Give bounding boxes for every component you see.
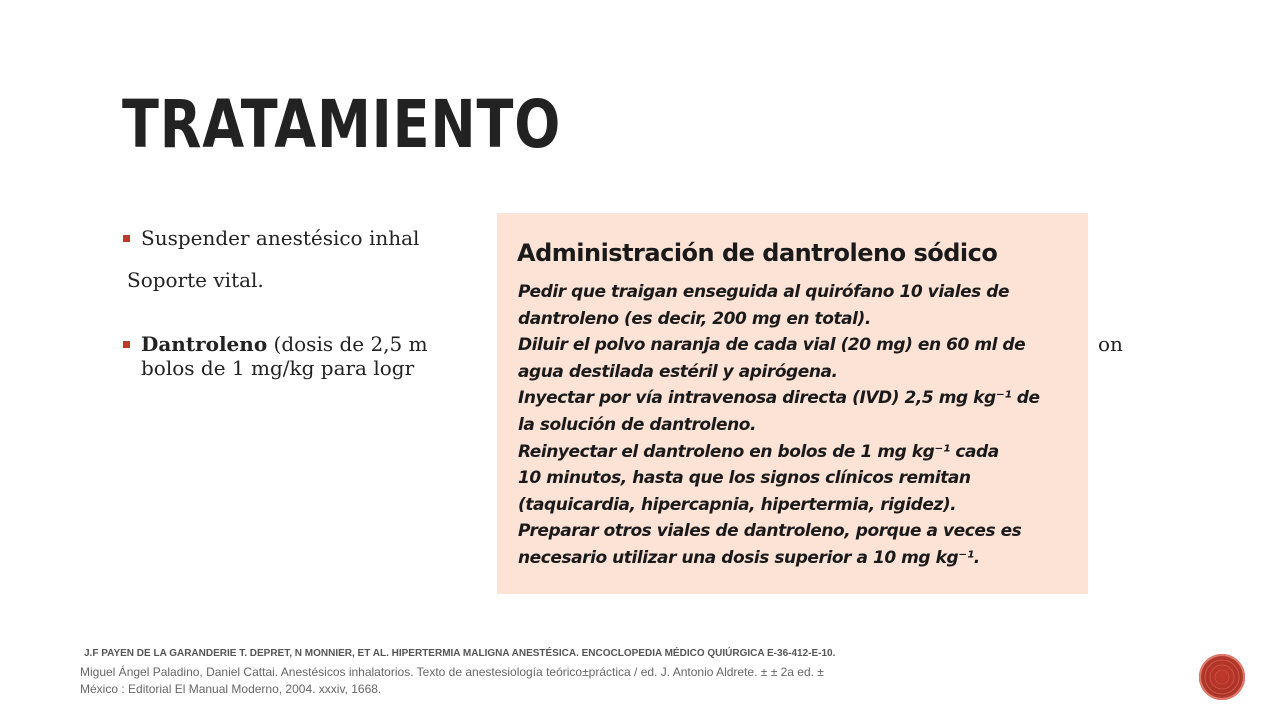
reference-1: J.F PAYEN DE LA GARANDERIE T. DEPRET, N MONNIER, ET AL. HIPERTERMIA MALIGNA ANESTÉSICA. ENCOCLOPEDIA MÉDICO QUIÚRGICA E-36-412-E-10. bbox=[84, 648, 836, 659]
references bbox=[80, 646, 1070, 698]
reference-2-line-2: México : Editorial El Manual Moderno, 2004. xxxiv, 1668. bbox=[80, 682, 382, 696]
info-line: Reinyectar el dantroleno en bolos de 1 mg kg⁻¹ cada bbox=[518, 441, 999, 462]
info-box-title: Administración de dantroleno sódico bbox=[517, 239, 998, 267]
theme-logo-icon bbox=[1199, 654, 1245, 700]
reference-2 bbox=[80, 664, 1070, 698]
square-bullet-icon bbox=[123, 341, 130, 348]
info-line: 10 minutos, hasta que los signos clínicos remitan bbox=[518, 468, 971, 489]
bullet-text-dantroleno-bold: Dantroleno bbox=[141, 332, 268, 356]
logo-swirl-icon bbox=[1199, 654, 1245, 700]
info-line: Preparar otros viales de dantroleno, porque a veces es bbox=[518, 521, 1022, 542]
info-line: agua destilada estéril y apirógena. bbox=[518, 361, 838, 382]
info-line: Inyectar por vía intravenosa directa (IVD) 2,5 mg kg⁻¹ de bbox=[518, 388, 1040, 409]
info-line: la solución de dantroleno. bbox=[518, 414, 756, 435]
info-line: (taquicardia, hipercapnia, hipertermia, rigidez). bbox=[518, 494, 957, 515]
info-box-lines bbox=[518, 279, 1040, 572]
bullet-text-line2: bolos de 1 mg/kg para logr bbox=[141, 356, 415, 380]
square-bullet-icon bbox=[123, 235, 130, 242]
text-soporte-vital: Soporte vital. bbox=[127, 268, 264, 292]
info-line: dantroleno (es decir, 200 mg en total). bbox=[518, 308, 871, 329]
bullet-text-dantroleno-rest: (dosis de 2,5 m bbox=[267, 332, 428, 356]
bullet-text-suspend: Suspender anestésico inhal bbox=[141, 226, 420, 250]
info-line: necesario utilizar una dosis superior a 10 mg kg⁻¹. bbox=[518, 547, 980, 568]
reference-2-line-1: Miguel Ángel Paladino, Daniel Cattai. Anestésicos inhalatorios. Texto de anestesiología teórico±práctica / ed. J. Antonio Aldrete. ± ± 2a ed. ± bbox=[80, 665, 824, 679]
info-line: Diluir el polvo naranja de cada vial (20 mg) en 60 ml de bbox=[518, 335, 1026, 356]
info-line: Pedir que traigan enseguida al quirófano 10 viales de bbox=[518, 282, 1010, 302]
dantroleno-info-box bbox=[497, 213, 1088, 594]
bullet-text-cut-right: on bbox=[1098, 332, 1123, 356]
slide-title: TRATAMIENTO bbox=[122, 86, 562, 163]
